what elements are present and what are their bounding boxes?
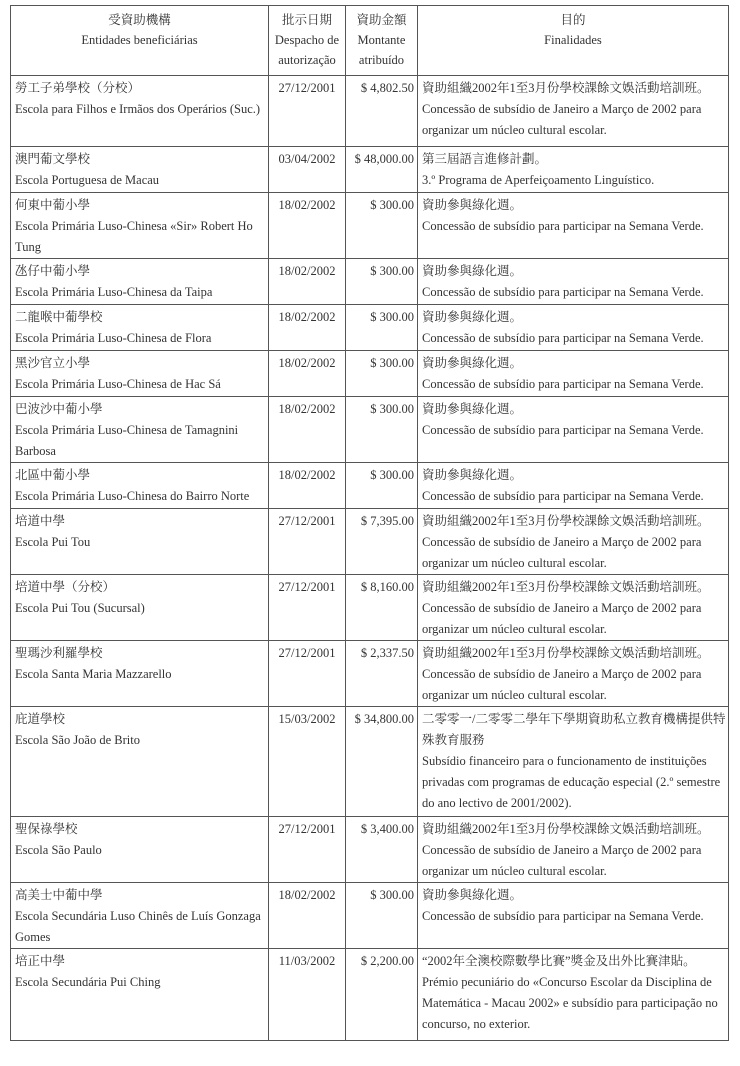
amount-cell: $ 8,160.00	[346, 575, 418, 641]
entity-cell	[11, 949, 269, 1041]
table-row	[11, 575, 729, 641]
date-cell: 11/03/2002	[269, 949, 346, 1041]
entity-cell	[11, 259, 269, 305]
entity-name-pt: Escola Primária Luso-Chinesa «Sir» Robert Ho Tung	[15, 219, 253, 254]
date-cell: 27/12/2001	[269, 509, 346, 575]
purpose-pt: Concessão de subsídio de Janeiro a Março de 2002 para organizar um núcleo cultural escolar.	[422, 667, 702, 702]
header-date-zh: 批示日期	[281, 13, 332, 27]
entity-name-pt: Escola Primária Luso-Chinesa do Bairro Norte	[15, 489, 250, 503]
purpose-zh: 資助參與綠化週。	[422, 402, 523, 416]
date-cell: 27/12/2001	[269, 575, 346, 641]
amount-cell: $ 300.00	[346, 305, 418, 351]
table-row	[11, 509, 729, 575]
table-row	[11, 193, 729, 259]
header-purpose	[418, 6, 729, 76]
entity-name-zh: 庇道學校	[15, 712, 66, 726]
purpose-pt: Subsídio financeiro para o funcionamento de instituições privadas com programas de educação especial (2.º semestre do ano lectivo de 2001/2002).	[422, 754, 721, 810]
header-entities	[11, 6, 269, 76]
amount-cell: $ 3,400.00	[346, 817, 418, 883]
purpose-zh: 資助參與綠化週。	[422, 198, 523, 212]
entity-name-pt: Escola São João de Brito	[15, 733, 140, 747]
header-purpose-pt: Finalidades	[544, 33, 602, 47]
purpose-cell	[418, 817, 729, 883]
purpose-zh: 資助參與綠化週。	[422, 356, 523, 370]
entity-name-pt: Escola São Paulo	[15, 843, 102, 857]
table-row	[11, 463, 729, 509]
entity-name-pt: Escola Primária Luso-Chinesa de Tamagnini Barbosa	[15, 423, 239, 458]
date-cell: 18/02/2002	[269, 305, 346, 351]
amount-cell: $ 300.00	[346, 259, 418, 305]
date-cell: 18/02/2002	[269, 259, 346, 305]
header-amount	[346, 6, 418, 76]
table-row	[11, 147, 729, 193]
table-row	[11, 641, 729, 707]
entity-cell	[11, 883, 269, 949]
purpose-pt: Concessão de subsídio de Janeiro a Março de 2002 para organizar um núcleo cultural escolar.	[422, 102, 702, 137]
entity-cell	[11, 817, 269, 883]
subsidy-table	[10, 5, 729, 1041]
purpose-pt: Concessão de subsídio para participar na Semana Verde.	[422, 331, 704, 345]
entity-name-zh: 培道中學（分校）	[15, 580, 116, 594]
amount-cell: $ 7,395.00	[346, 509, 418, 575]
header-amount-pt: Montante atribuído	[357, 33, 406, 67]
table-row	[11, 949, 729, 1041]
purpose-zh: 資助參與綠化週。	[422, 888, 523, 902]
purpose-cell	[418, 351, 729, 397]
entity-name-zh: 澳門葡文學校	[15, 152, 91, 166]
purpose-pt: Concessão de subsídio de Janeiro a Março de 2002 para organizar um núcleo cultural escolar.	[422, 843, 702, 878]
purpose-cell	[418, 707, 729, 817]
purpose-cell	[418, 76, 729, 147]
entity-name-zh: 高美士中葡中學	[15, 888, 103, 902]
entity-name-pt: Escola Secundária Pui Ching	[15, 975, 161, 989]
purpose-zh: 第三屆語言進修計劃。	[422, 152, 548, 166]
date-cell: 15/03/2002	[269, 707, 346, 817]
purpose-cell	[418, 147, 729, 193]
entity-name-pt: Escola para Filhos e Irmãos dos Operários (Suc.)	[15, 102, 261, 116]
date-cell: 18/02/2002	[269, 193, 346, 259]
purpose-cell	[418, 641, 729, 707]
entity-name-pt: Escola Santa Maria Mazzarello	[15, 667, 172, 681]
entity-cell	[11, 76, 269, 147]
entity-cell	[11, 305, 269, 351]
purpose-zh: 資助組織2002年1至3月份學校課餘文娛活動培訓班。	[422, 646, 710, 660]
date-cell: 03/04/2002	[269, 147, 346, 193]
amount-cell: $ 4,802.50	[346, 76, 418, 147]
table-row	[11, 351, 729, 397]
entity-cell	[11, 575, 269, 641]
header-amount-zh: 資助金額	[356, 13, 407, 27]
purpose-pt: Concessão de subsídio para participar na Semana Verde.	[422, 423, 704, 437]
amount-cell: $ 300.00	[346, 193, 418, 259]
purpose-pt: Concessão de subsídio para participar na Semana Verde.	[422, 377, 704, 391]
entity-name-pt: Escola Pui Tou (Sucursal)	[15, 601, 145, 615]
entity-name-pt: Escola Primária Luso-Chinesa de Flora	[15, 331, 212, 345]
header-entities-pt: Entidades beneficiárias	[81, 33, 198, 47]
entity-name-pt: Escola Primária Luso-Chinesa de Hac Sá	[15, 377, 221, 391]
entity-name-zh: 黑沙官立小學	[15, 356, 91, 370]
purpose-cell	[418, 259, 729, 305]
header-entities-zh: 受資助機構	[108, 13, 171, 27]
purpose-zh: 二零零一/二零零二學年下學期資助私立教育機構提供特殊教育服務	[422, 712, 726, 747]
purpose-zh: 資助參與綠化週。	[422, 264, 523, 278]
entity-cell	[11, 147, 269, 193]
amount-cell: $ 300.00	[346, 463, 418, 509]
entity-name-zh: 何東中葡小學	[15, 198, 91, 212]
entity-name-pt: Escola Pui Tou	[15, 535, 91, 549]
entity-name-pt: Escola Primária Luso-Chinesa da Taipa	[15, 285, 213, 299]
entity-name-zh: 巴波沙中葡小學	[15, 402, 103, 416]
amount-cell: $ 300.00	[346, 883, 418, 949]
table-row	[11, 305, 729, 351]
header-purpose-zh: 目的	[560, 13, 586, 27]
purpose-pt: Concessão de subsídio para participar na Semana Verde.	[422, 285, 704, 299]
table-row	[11, 397, 729, 463]
amount-cell: $ 2,200.00	[346, 949, 418, 1041]
entity-name-zh: 氹仔中葡小學	[15, 264, 91, 278]
purpose-pt: Concessão de subsídio para participar na Semana Verde.	[422, 909, 704, 923]
purpose-pt: Concessão de subsídio de Janeiro a Março de 2002 para organizar um núcleo cultural escolar.	[422, 535, 702, 570]
purpose-pt: Concessão de subsídio de Janeiro a Março de 2002 para organizar um núcleo cultural escolar.	[422, 601, 702, 636]
table-row	[11, 76, 729, 147]
entity-name-zh: 聖保祿學校	[15, 822, 78, 836]
purpose-zh: “2002年全澳校際數學比賽”獎金及出外比賽津貼。	[422, 954, 696, 968]
entity-name-zh: 培正中學	[15, 954, 66, 968]
purpose-pt: 3.º Programa de Aperfeiçoamento Linguístico.	[422, 173, 655, 187]
entity-cell	[11, 397, 269, 463]
entity-cell	[11, 509, 269, 575]
purpose-pt: Concessão de subsídio para participar na Semana Verde.	[422, 219, 704, 233]
amount-cell: $ 48,000.00	[346, 147, 418, 193]
amount-cell: $ 300.00	[346, 351, 418, 397]
entity-cell	[11, 193, 269, 259]
table-header-row	[11, 6, 729, 76]
purpose-cell	[418, 883, 729, 949]
entity-cell	[11, 707, 269, 817]
entity-name-zh: 二龍喉中葡學校	[15, 310, 103, 324]
table-row	[11, 883, 729, 949]
purpose-zh: 資助組織2002年1至3月份學校課餘文娛活動培訓班。	[422, 81, 710, 95]
purpose-cell	[418, 305, 729, 351]
header-date	[269, 6, 346, 76]
amount-cell: $ 300.00	[346, 397, 418, 463]
purpose-cell	[418, 397, 729, 463]
date-cell: 18/02/2002	[269, 397, 346, 463]
entity-cell	[11, 641, 269, 707]
purpose-pt: Concessão de subsídio para participar na Semana Verde.	[422, 489, 704, 503]
purpose-zh: 資助組織2002年1至3月份學校課餘文娛活動培訓班。	[422, 514, 710, 528]
purpose-cell	[418, 575, 729, 641]
purpose-cell	[418, 193, 729, 259]
purpose-cell	[418, 463, 729, 509]
header-date-pt: Despacho de autorização	[274, 33, 340, 67]
table-row	[11, 259, 729, 305]
entity-name-zh: 勞工子弟學校（分校）	[15, 81, 141, 95]
date-cell: 18/02/2002	[269, 883, 346, 949]
date-cell: 27/12/2001	[269, 76, 346, 147]
purpose-zh: 資助組織2002年1至3月份學校課餘文娛活動培訓班。	[422, 822, 710, 836]
purpose-zh: 資助參與綠化週。	[422, 468, 523, 482]
amount-cell: $ 34,800.00	[346, 707, 418, 817]
date-cell: 27/12/2001	[269, 641, 346, 707]
entity-name-zh: 聖瑪沙利羅學校	[15, 646, 103, 660]
date-cell: 18/02/2002	[269, 463, 346, 509]
purpose-pt: Prémio pecuniário do «Concurso Escolar da Disciplina de Matemática - Macau 2002» e subsídio para participação no concurso, no exterior.	[422, 975, 718, 1031]
amount-cell: $ 2,337.50	[346, 641, 418, 707]
table-row	[11, 707, 729, 817]
entity-name-pt: Escola Secundária Luso Chinês de Luís Gonzaga Gomes	[15, 909, 261, 944]
purpose-zh: 資助組織2002年1至3月份學校課餘文娛活動培訓班。	[422, 580, 710, 594]
date-cell: 27/12/2001	[269, 817, 346, 883]
purpose-cell	[418, 509, 729, 575]
entity-name-zh: 北區中葡小學	[15, 468, 91, 482]
table-row	[11, 817, 729, 883]
purpose-cell	[418, 949, 729, 1041]
date-cell: 18/02/2002	[269, 351, 346, 397]
entity-cell	[11, 351, 269, 397]
entity-name-zh: 培道中學	[15, 514, 66, 528]
purpose-zh: 資助參與綠化週。	[422, 310, 523, 324]
entity-name-pt: Escola Portuguesa de Macau	[15, 173, 160, 187]
entity-cell	[11, 463, 269, 509]
